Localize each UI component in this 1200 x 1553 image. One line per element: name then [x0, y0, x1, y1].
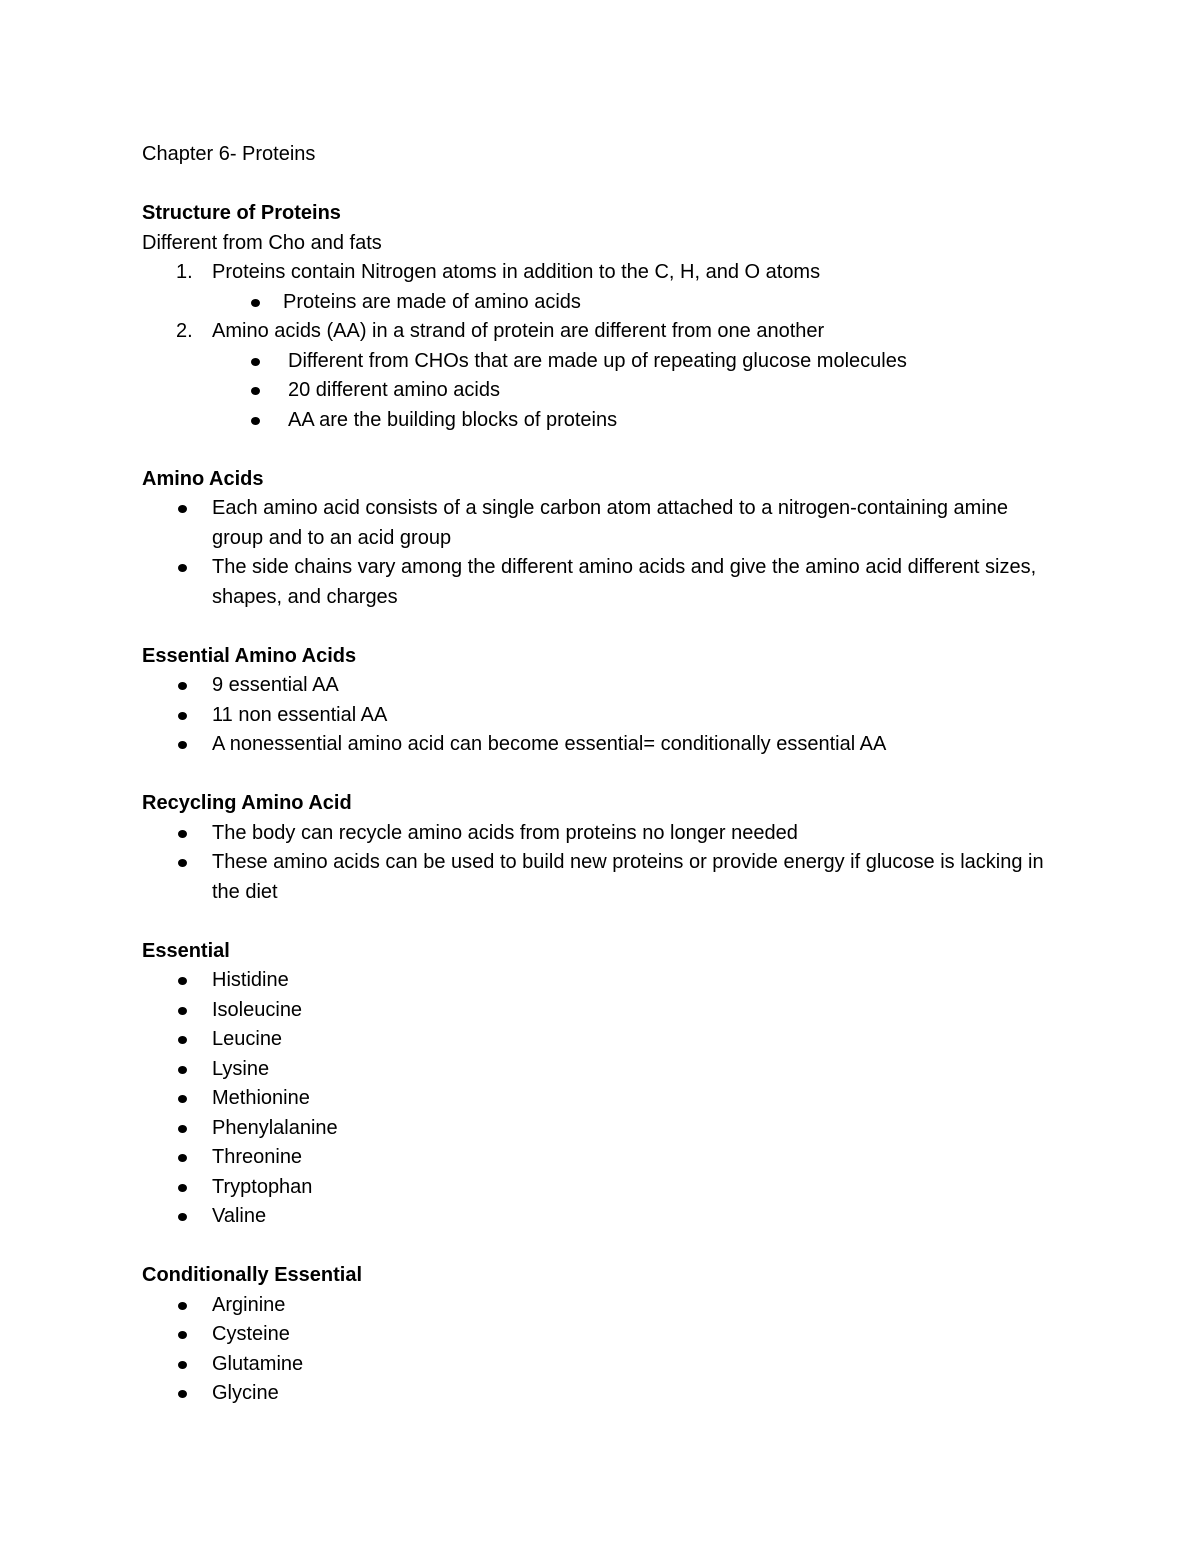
bullet-icon	[178, 1331, 187, 1339]
bullet-icon	[178, 977, 187, 985]
bullet-item	[142, 1350, 1062, 1380]
item-text: Amino acids (AA) in a strand of protein are different from one another	[212, 320, 825, 342]
item-number: 2.	[176, 320, 193, 342]
section-heading-amino-acids: Amino Acids	[142, 467, 264, 490]
bullet-item	[142, 996, 1062, 1026]
section-heading-conditionally-essential: Conditionally Essential	[142, 1264, 363, 1286]
item-text: 9 essential AA	[212, 674, 339, 696]
item-text: Phenylalanine	[212, 1116, 338, 1139]
numbered-item	[142, 258, 1062, 288]
bullet-item	[142, 553, 1062, 612]
spacer	[142, 435, 1062, 465]
item-number: 1.	[176, 261, 193, 283]
item-text: Threonine	[212, 1146, 303, 1168]
item-text: Valine	[212, 1205, 267, 1227]
bullet-item	[142, 1379, 1062, 1409]
item-text: Glycine	[212, 1382, 279, 1404]
bullet-item	[142, 1114, 1062, 1144]
spacer	[142, 907, 1062, 937]
item-text: Leucine	[212, 1028, 283, 1050]
document-page	[142, 140, 1062, 1409]
item-text: 11 non essential AA	[212, 703, 388, 726]
bullet-icon	[178, 1213, 187, 1221]
bullet-item	[142, 1291, 1062, 1321]
bullet-icon	[178, 1036, 187, 1044]
item-text: The body can recycle amino acids from proteins no longer needed	[212, 821, 798, 844]
bullet-item	[142, 730, 1062, 760]
bullet-item	[142, 1320, 1062, 1350]
document-title: Chapter 6- Proteins	[142, 143, 316, 165]
item-text: Histidine	[212, 969, 289, 991]
bullet-item	[142, 701, 1062, 731]
bullet-item	[142, 966, 1062, 996]
section-heading-essential: Essential	[142, 939, 230, 962]
bullet-item	[142, 1084, 1062, 1114]
bullet-item	[142, 819, 1062, 849]
conditionally-essential-list	[142, 1291, 1062, 1409]
item-text: The side chains vary among the different amino acids and give the amino acid different sizes, shapes, and charges	[212, 556, 1037, 608]
sub-bullet-item	[142, 376, 1062, 406]
bullet-item	[142, 1202, 1062, 1232]
spacer	[142, 760, 1062, 790]
bullet-item	[142, 848, 1062, 907]
bullet-icon	[178, 564, 187, 572]
item-text: Arginine	[212, 1293, 286, 1316]
essential-amino-acids-list	[142, 671, 1062, 760]
item-text: Glutamine	[212, 1352, 304, 1375]
section-heading-essential-amino-acids: Essential Amino Acids	[142, 644, 357, 667]
bullet-icon	[178, 1302, 187, 1310]
bullet-icon	[178, 1007, 187, 1015]
bullet-icon	[178, 1390, 187, 1398]
essential-list	[142, 966, 1062, 1232]
item-text: Proteins are made of amino acids	[283, 290, 581, 313]
bullet-icon	[178, 1184, 187, 1192]
numbered-item	[142, 317, 1062, 347]
item-text: Methionine	[212, 1087, 310, 1109]
item-text: Different from CHOs that are made up of repeating glucose molecules	[288, 349, 907, 372]
bullet-icon	[178, 830, 187, 838]
item-text: Tryptophan	[212, 1175, 313, 1198]
bullet-icon	[251, 417, 260, 425]
item-text: Each amino acid consists of a single carbon atom attached to a nitrogen-containing amine group and to an acid group	[212, 497, 1009, 549]
item-text: These amino acids can be used to build new proteins or provide energy if glucose is lacking in the diet	[212, 851, 1044, 903]
item-text: AA are the building blocks of proteins	[288, 408, 618, 431]
item-text: Cysteine	[212, 1323, 290, 1345]
item-text: A nonessential amino acid can become essential= conditionally essential AA	[212, 733, 887, 755]
structure-intro: Different from Cho and fats	[142, 231, 382, 254]
bullet-icon	[178, 1361, 187, 1369]
recycling-list	[142, 819, 1062, 908]
bullet-icon	[178, 682, 187, 690]
bullet-item	[142, 1055, 1062, 1085]
bullet-icon	[178, 505, 187, 513]
item-text: 20 different amino acids	[288, 379, 500, 401]
item-text: Lysine	[212, 1057, 270, 1080]
bullet-item	[142, 1025, 1062, 1055]
section-heading-structure: Structure of Proteins	[142, 202, 341, 224]
bullet-icon	[178, 859, 187, 867]
bullet-icon	[178, 1125, 187, 1133]
bullet-icon	[178, 1154, 187, 1162]
bullet-icon	[251, 358, 260, 366]
structure-numbered-list	[142, 258, 1062, 435]
item-text: Isoleucine	[212, 998, 303, 1021]
spacer	[142, 1232, 1062, 1262]
bullet-item	[142, 494, 1062, 553]
bullet-icon	[178, 741, 187, 749]
spacer	[142, 612, 1062, 642]
bullet-icon	[251, 299, 260, 307]
spacer	[142, 170, 1062, 200]
sub-bullet-item	[142, 288, 1062, 318]
item-text: Proteins contain Nitrogen atoms in addition to the C, H, and O atoms	[212, 261, 821, 283]
sub-bullet-item	[142, 347, 1062, 377]
bullet-icon	[178, 1095, 187, 1103]
bullet-item	[142, 1173, 1062, 1203]
bullet-icon	[178, 1066, 187, 1074]
bullet-icon	[251, 387, 260, 395]
amino-acids-list	[142, 494, 1062, 612]
sub-bullet-item	[142, 406, 1062, 436]
bullet-item	[142, 1143, 1062, 1173]
bullet-item	[142, 671, 1062, 701]
section-heading-recycling: Recycling Amino Acid	[142, 792, 352, 814]
bullet-icon	[178, 712, 187, 720]
